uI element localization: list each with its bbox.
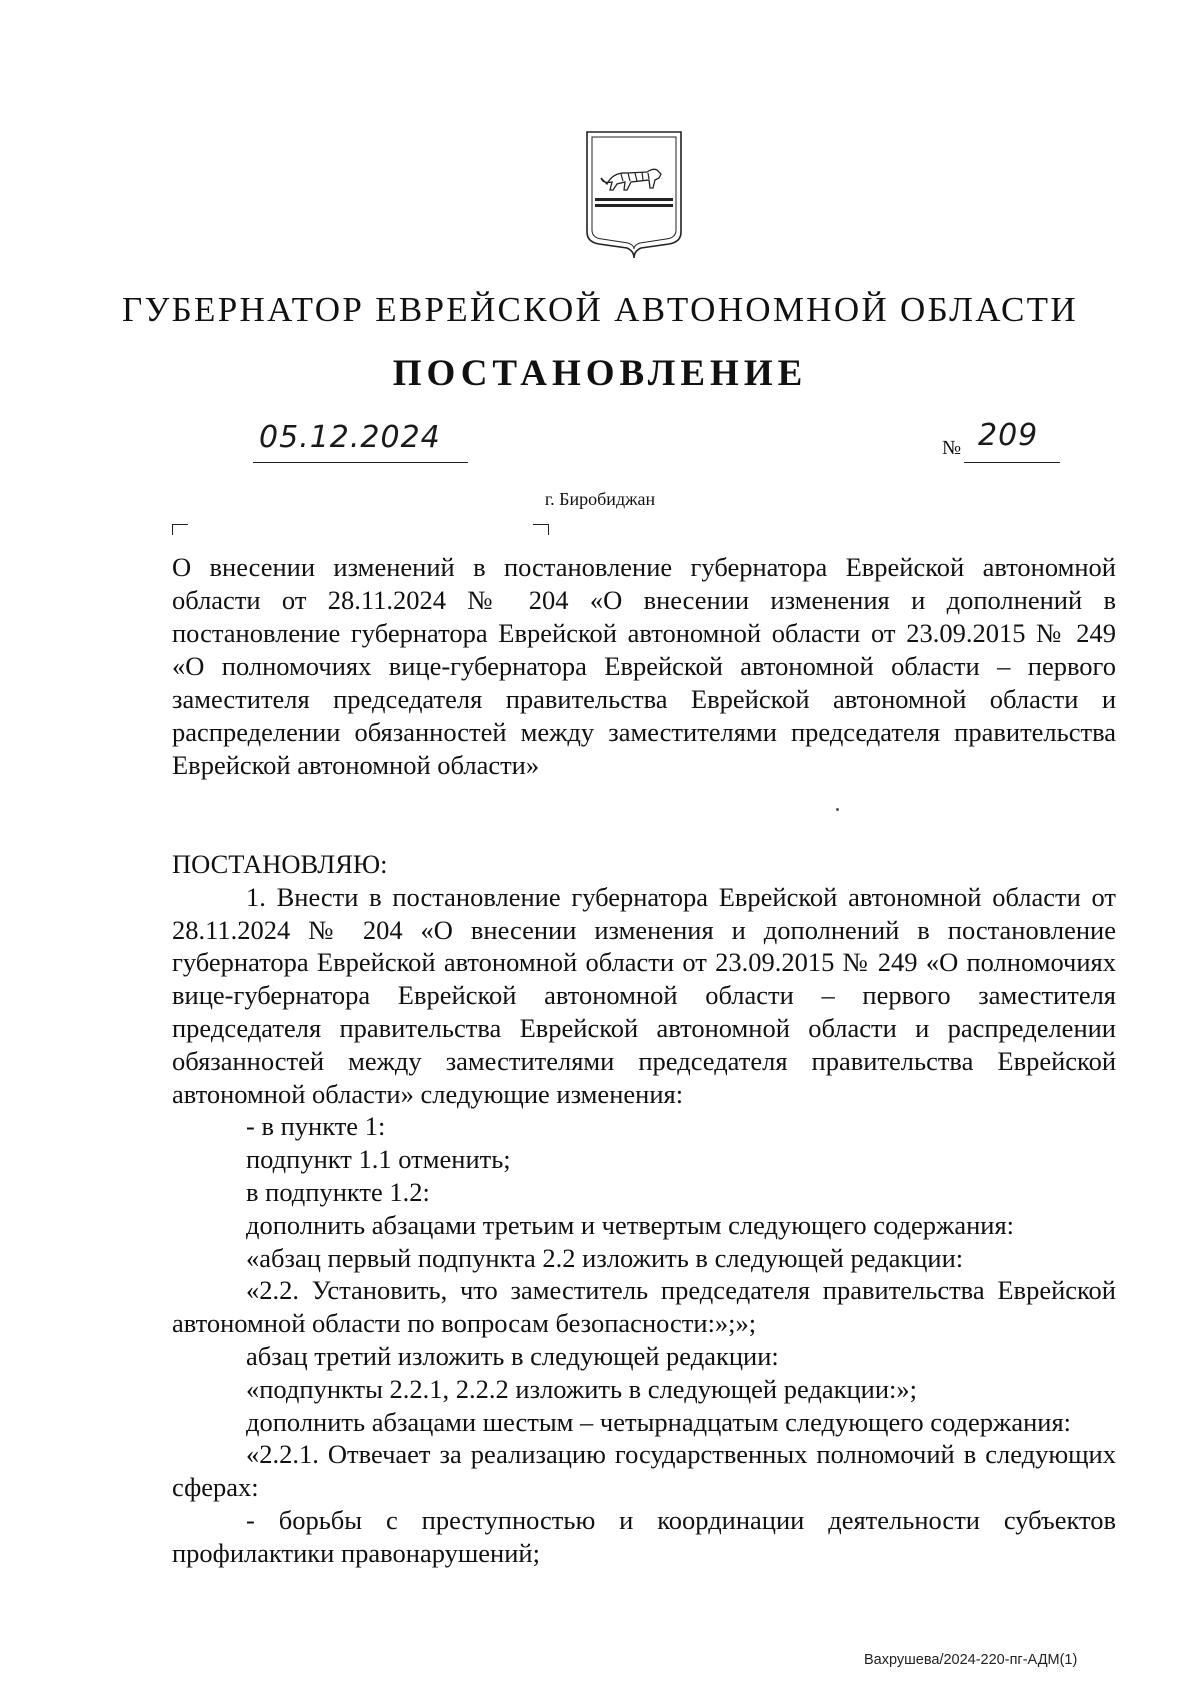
paragraph: в подпункте 1.2: [246, 1176, 430, 1207]
number-field [964, 418, 1060, 463]
document-subject: О внесении изменений в постановление губернатора Еврейской автономной области от 28.11.2024 № 204 «О внесении изменения и дополнений в постановление губернатора Еврейской автономной области от 23.09.2015 № 249 «О полномочиях вице-губернатора Еврейской автономной области – первого заместителя председателя правительства Еврейской автономной области и распределении обязанностей между заместителями председателя правительства Еврейской автономной области» [172, 552, 1116, 780]
number-label: № [942, 437, 962, 459]
paragraph: - в пункте 1: [246, 1111, 386, 1142]
paragraph: «2.2.1. Отвечает за реализацию государственных полномочий в следующих сферах: [172, 1439, 1116, 1503]
document-body [172, 848, 1116, 1570]
paragraph: дополнить абзацами шестым – четырнадцатым следующего содержания: [246, 1406, 1072, 1437]
scan-speck [836, 808, 839, 811]
resolve-heading: ПОСТАНОВЛЯЮ: [172, 849, 388, 879]
city: г. Биробиджан [544, 489, 656, 509]
subject-bracket-right [533, 524, 549, 535]
paragraph: подпункт 1.1 отменить; [246, 1144, 511, 1175]
paragraph: дополнить абзацами третьим и четвертым следующего содержания: [246, 1209, 1015, 1240]
document-type: ПОСТАНОВЛЕНИЕ [392, 353, 808, 394]
document-number: 209 [978, 418, 1039, 453]
footer-reference: Вахрушева/2024-220-пг-АДМ(1) [864, 1652, 1078, 1668]
paragraph: «абзац первый подпункта 2.2 изложить в следующей редакции: [246, 1242, 964, 1273]
paragraph: «2.2. Установить, что заместитель председателя правительства Еврейской автономной области по вопросам безопасности:»;»; [172, 1275, 1116, 1339]
paragraph: - борьбы с преступностью и координации деятельности субъектов профилактики правонарушений; [172, 1504, 1116, 1568]
date-field [253, 418, 468, 463]
paragraph: абзац третий изложить в следующей редакции: [246, 1340, 779, 1371]
document-date: 05.12.2024 [259, 420, 441, 455]
authority-title: ГУБЕРНАТОР ЕВРЕЙСКОЙ АВТОНОМНОЙ ОБЛАСТИ [122, 290, 1078, 329]
paragraph: 1. Внести в постановление губернатора Еврейской автономной области от 28.11.2024 № 204 «О внесении изменения и дополнений в постановление губернатора Еврейской автономной области от 23.09.2015 № 249 «О полномочиях вице-губернатора Еврейской автономной области – первого заместителя председателя правительства Еврейской автономной области и распределении обязанностей между заместителями председателя правительства Еврейской автономной области» следующие изменения: [172, 881, 1116, 1109]
coat-of-arms-icon [583, 128, 685, 260]
paragraph: «подпункты 2.2.1, 2.2.2 изложить в следующей редакции:»; [246, 1373, 918, 1404]
subject-bracket-left [172, 524, 188, 535]
